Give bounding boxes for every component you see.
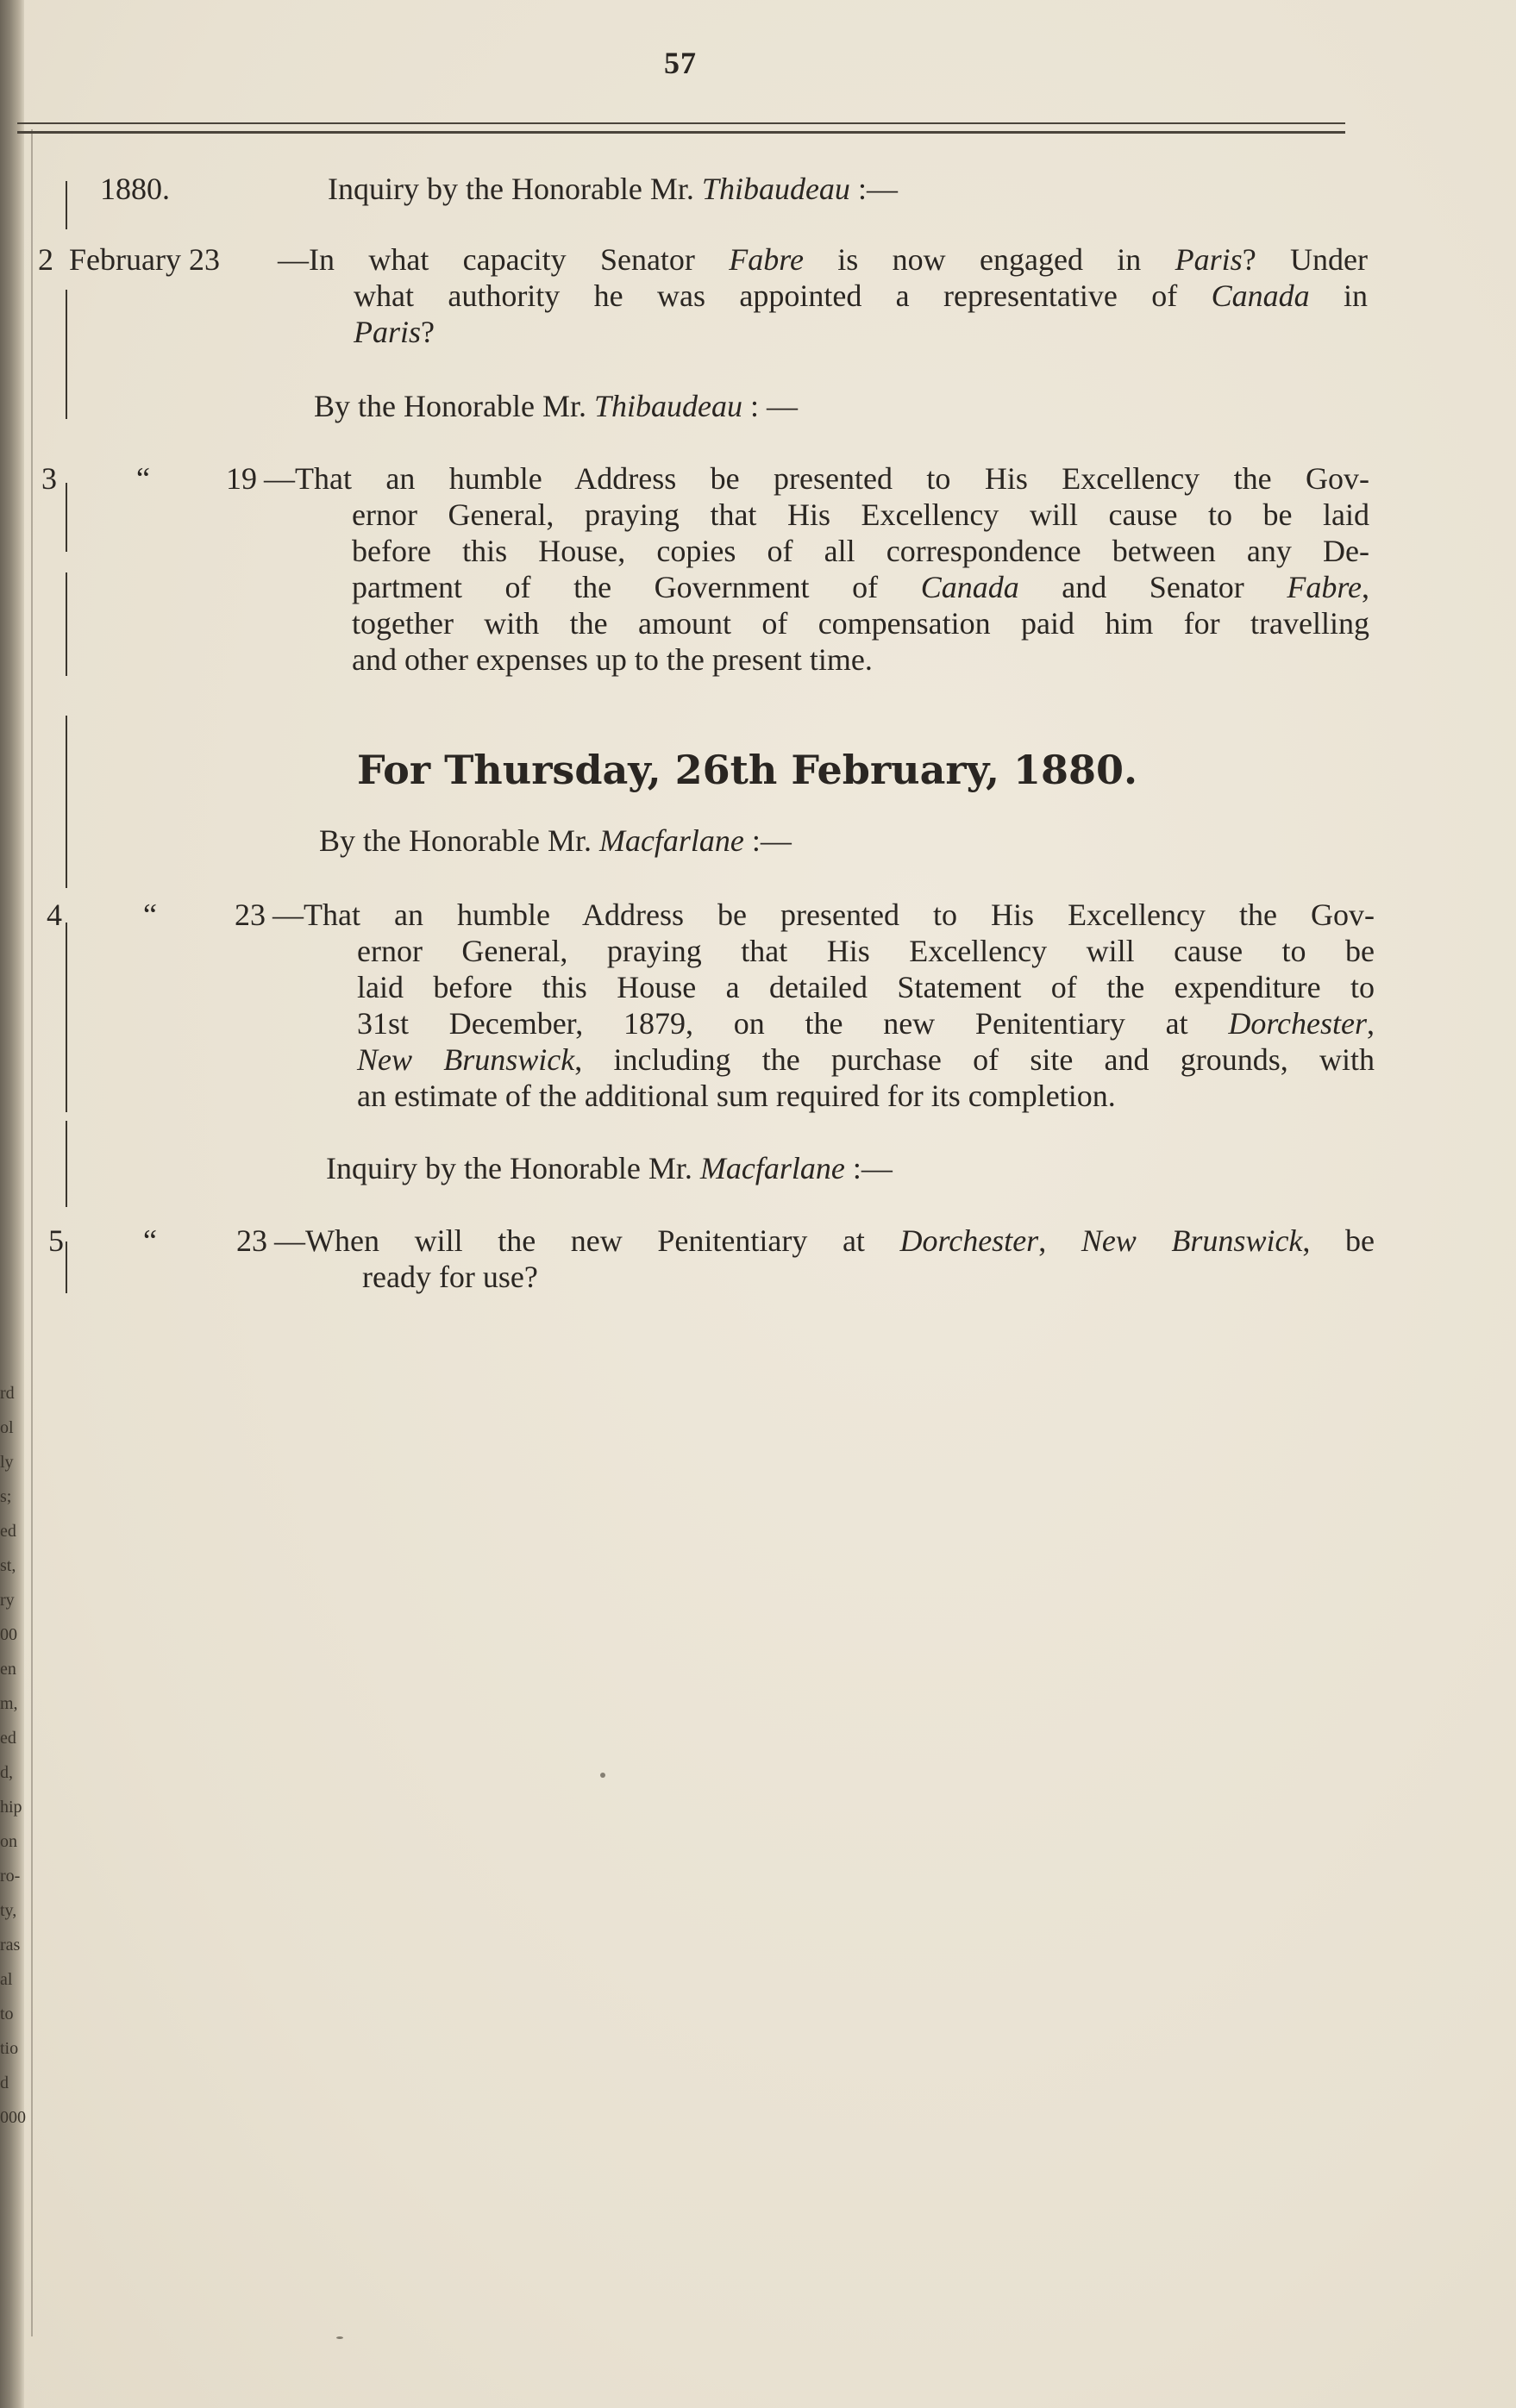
entry-body-3 [264,460,1369,497]
edge-fragment: rd [0,1384,15,1403]
entry-line: 31st December, 1879, on the new Penitentiary at Dorchester, [357,1006,1375,1041]
edge-fragment: on [0,1832,17,1851]
edge-fragment: st, [0,1556,16,1575]
entry-number-3: 3 [41,461,57,496]
entry-number-2: 2 [38,242,53,277]
edge-fragment: ed [0,1729,16,1748]
header-rule-top [17,122,1345,124]
entry-number-4: 4 [47,898,62,932]
year-label: 1880. [100,172,170,206]
edge-fragment: hip [0,1798,22,1817]
intro-suffix: :— [849,172,898,206]
binding-shadow-line [31,129,33,2336]
paper-speck [336,2336,343,2339]
entry-line: partment of the Government of Canada and Senator Fabre, [352,570,1369,604]
edge-fragment: en [0,1660,16,1679]
entry-day-5: 23 [236,1223,267,1258]
edge-fragment: to [0,2005,14,2023]
entry-line: an estimate of the additional sum required for its completion. [357,1079,1116,1113]
inquiry-heading-thibaudeau [328,171,898,207]
entry-line: ernor General, praying that His Excellency will cause to be laid [352,497,1369,532]
by-heading-macfarlane: By the Honorable Mr. Macfarlane :— [319,823,792,858]
margin-rule [66,572,67,676]
edge-fragment: ry [0,1591,15,1610]
page-number: 57 [664,46,697,80]
edge-fragment: s; [0,1487,12,1506]
entry-line: what authority he was appointed a representative of Canada in [354,278,1368,313]
ditto-mark-4: “ [143,898,157,932]
section-heading: For Thursday, 26th February, 1880. [357,747,1138,793]
entry-line: New Brunswick, including the purchase of site and grounds, with [357,1042,1375,1077]
edge-fragment: ol [0,1418,14,1437]
entry-body-5-cont [362,1259,1225,1295]
edge-fragment: ed [0,1522,16,1541]
margin-rule [66,290,67,419]
ditto-mark-5: “ [143,1223,157,1258]
entry-body-4 [273,897,1375,933]
entry-line: ernor General, praying that His Excellency will cause to be [357,934,1375,968]
margin-rule [66,1242,67,1293]
intro-name: Thibaudeau [701,172,850,206]
entry-line: —When will the new Penitentiary at Dorchester, New Brunswick, be [274,1223,1375,1258]
header-rule-bottom [17,131,1345,134]
entry-line: before this House, copies of all correspondence between any De- [352,534,1369,568]
by-heading-thibaudeau: By the Honorable Mr. Thibaudeau : — [314,389,798,423]
edge-fragment: d, [0,1763,13,1782]
margin-rule [66,483,67,552]
entry-body-5 [274,1223,1375,1259]
margin-rule [66,716,67,888]
edge-fragment: ro- [0,1867,21,1886]
entry-body-2 [278,241,1368,278]
edge-fragment: d [0,2073,9,2092]
entry-body-3-cont [352,497,1369,678]
entry-body-4-cont [357,933,1375,1114]
entry-line: and other expenses up to the present time. [352,642,873,677]
entry-line: together with the amount of compensation paid him for travelling [352,606,1369,641]
margin-rule [66,181,67,229]
edge-fragment: ly [0,1453,14,1472]
entry-date-2: February 23 [69,242,220,277]
edge-fragment: 000 [0,2108,26,2127]
entry-day-4: 23 [235,898,266,932]
edge-fragment: 00 [0,1625,17,1644]
edge-fragment: ras [0,1936,21,1955]
entry-line: —That an humble Address be presented to His Excellency the Gov- [273,898,1375,932]
margin-rule [66,923,67,1112]
entry-line: Paris? [354,315,435,349]
edge-fragment: ty, [0,1901,17,1920]
entry-line: laid before this House a detailed Statement of the expenditure to [357,970,1375,1004]
entry-number-5: 5 [48,1223,64,1258]
edge-fragment: tio [0,2039,19,2058]
edge-fragment: al [0,1970,13,1989]
ditto-mark-3: “ [136,461,150,496]
margin-rule [66,1121,67,1207]
intro-prefix: Inquiry by the Honorable Mr. [328,172,702,206]
entry-body-2-cont [354,278,1368,350]
edge-fragment: m, [0,1694,18,1713]
entry-day-3: 19 [226,461,257,496]
paper-speck [600,1773,605,1778]
entry-line: —In what capacity Senator Fabre is now engaged in Paris? Under [278,242,1368,277]
entry-line: —That an humble Address be presented to His Excellency the Gov- [264,461,1369,496]
entry-line: ready for use? [362,1260,538,1294]
inquiry-heading-macfarlane: Inquiry by the Honorable Mr. Macfarlane :— [326,1151,893,1185]
